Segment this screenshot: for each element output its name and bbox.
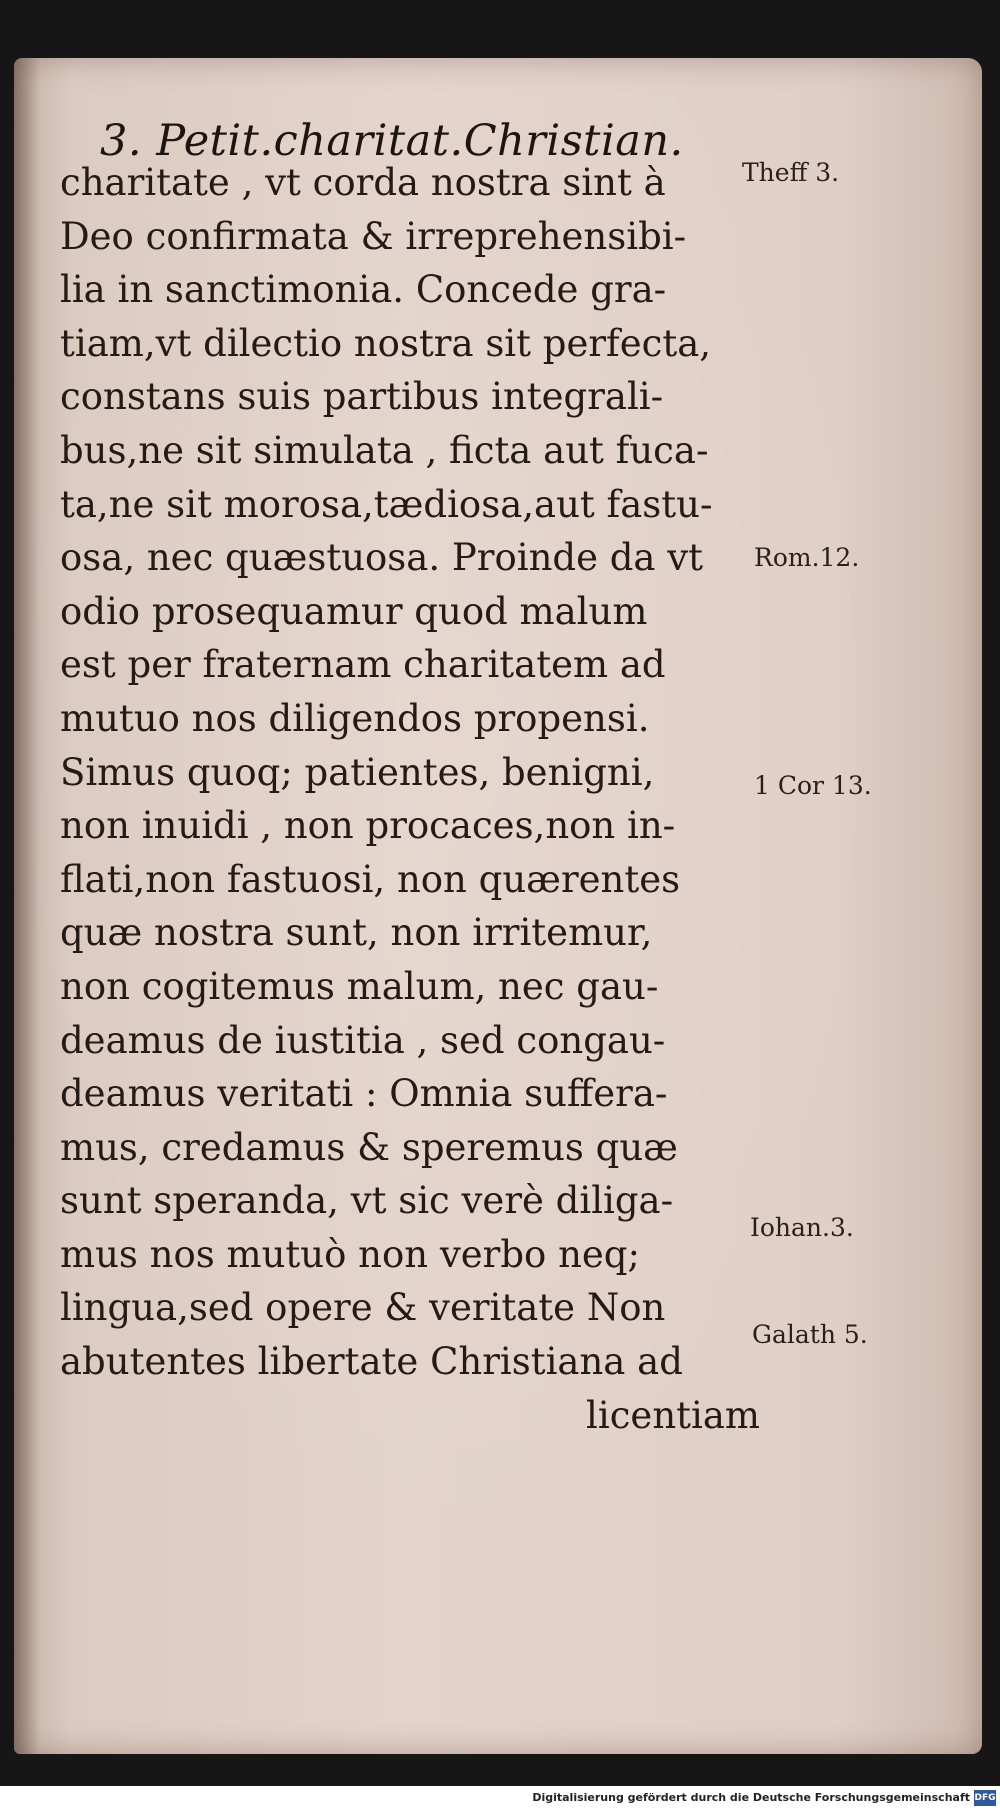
text-line: flati,non fastuosi, non quærentes [60,857,681,901]
text-line: lia in sanctimonia. Concede gra- [60,268,667,312]
text-line: deamus veritati : Omnia suffera- [60,1072,668,1116]
text-line: ta,ne sit morosa,tædiosa,aut fastu- [60,482,713,526]
text-line: mus nos mutuò non verbo neq; [60,1232,640,1276]
digitization-footer [0,1786,1000,1812]
text-line: non inuidi , non procaces,non in- [60,804,676,848]
text-line: charitate , vt corda nostra sint à [60,161,666,204]
text-line: bus,ne sit simulata , ficta aut fuca- [60,428,709,472]
text-line: lingua,sed opere & veritate Non [60,1286,666,1330]
page-body-text [60,156,760,1442]
margin-note: 1 Cor 13. [754,771,872,800]
book-page [14,58,982,1754]
margin-note: Rom.12. [754,543,860,572]
text-line: abutentes libertate Christiana ad [60,1340,683,1384]
dfg-logo-icon: DFG [974,1790,996,1806]
text-line: tiam,vt dilectio nostra sit perfecta, [60,321,712,365]
margin-note: Theff 3. [742,158,840,187]
running-head: 3. Petit.charitat.Christian. [100,116,684,166]
margin-note: Galath 5. [752,1320,868,1349]
text-line: quæ nostra sunt, non irritemur, [60,911,653,955]
margin-note: Iohan.3. [750,1213,854,1242]
text-line: Simus quoq; patientes, benigni, [60,750,655,794]
text-line: osa, nec quæstuosa. Proinde da vt [60,536,704,580]
text-line: est per fraternam charitatem ad [60,643,666,687]
catchword: licentiam [586,1393,760,1437]
text-line: non cogitemus malum, nec gau- [60,964,659,1008]
text-line: deamus de iustitia , sed congau- [60,1018,666,1062]
text-line: sunt speranda, vt sic verè diliga- [60,1179,674,1223]
text-line: mus, credamus & speremus quæ [60,1125,678,1169]
funding-credit: Digitalisierung gefördert durch die Deutsche Forschungsgemeinschaft [532,1791,970,1804]
text-line: odio prosequamur quod malum [60,589,648,633]
text-line: Deo confirmata & irreprehensibi- [60,214,687,258]
text-line: mutuo nos diligendos propensi. [60,696,650,740]
text-line: constans suis partibus integrali- [60,375,664,419]
